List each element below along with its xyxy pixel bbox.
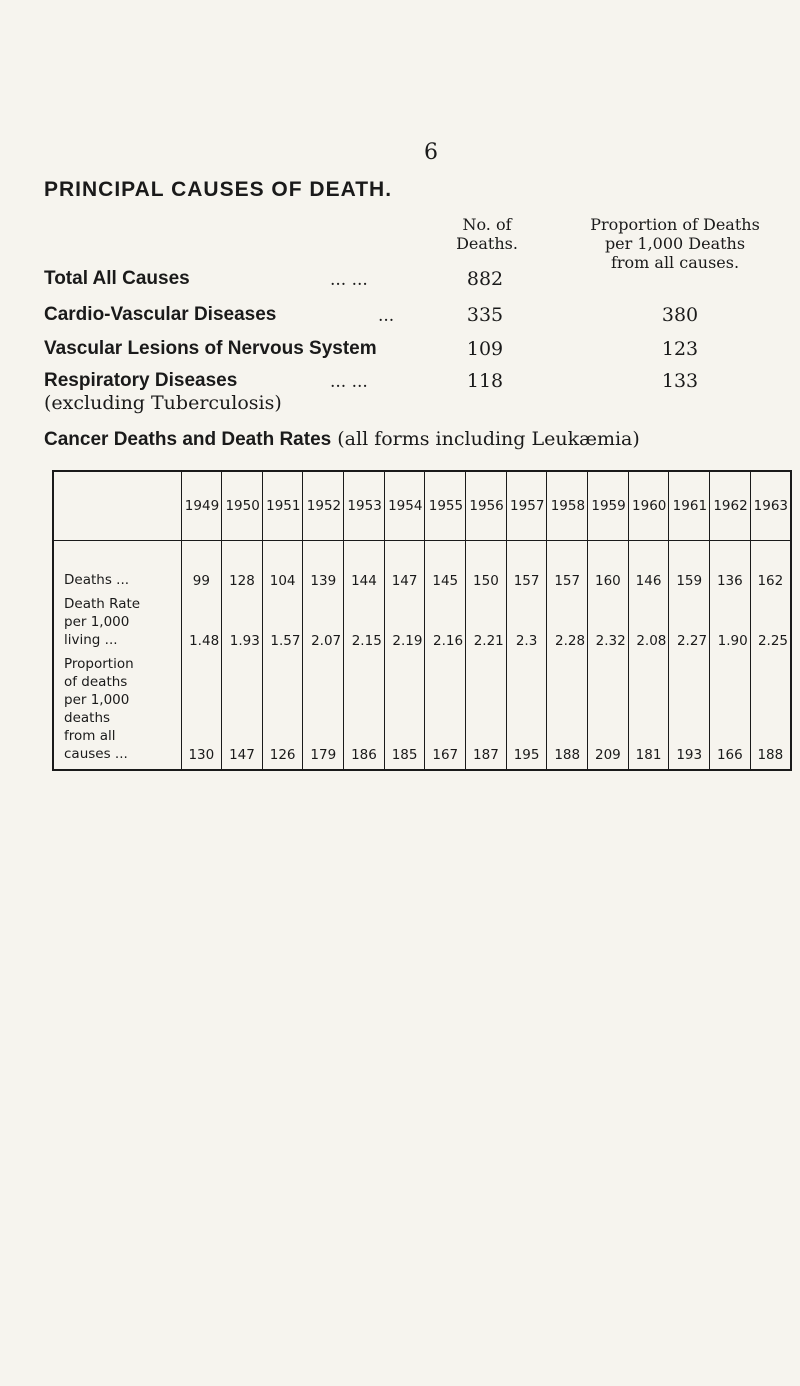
- year-header: 1954: [384, 471, 425, 541]
- leader-dots: ... ...: [330, 270, 368, 290]
- year-header: 1959: [588, 471, 629, 541]
- row-label-line: per 1,000: [64, 614, 130, 630]
- cause-deaths-respiratory: 118: [466, 370, 504, 392]
- column-header-proportion: [560, 215, 790, 272]
- table-cell: 160: [588, 571, 629, 595]
- cause-deaths-vascular: 109: [466, 338, 504, 360]
- table-cell: 147: [222, 655, 263, 770]
- table-cell: 185: [384, 655, 425, 770]
- year-header: 1958: [547, 471, 588, 541]
- table-cell: 130: [181, 655, 222, 770]
- table-cell: 99: [181, 571, 222, 595]
- table-cell: 147: [384, 571, 425, 595]
- row-label-line: Deaths ...: [64, 572, 130, 588]
- table-cell: 187: [466, 655, 507, 770]
- cause-label-total: Total All Causes: [44, 268, 190, 289]
- year-header: 1953: [344, 471, 385, 541]
- page-heading: PRINCIPAL CAUSES OF DEATH.: [44, 178, 393, 201]
- table-cell: 144: [344, 571, 385, 595]
- page-number: 6: [424, 140, 438, 165]
- table-cell: 167: [425, 655, 466, 770]
- table-cell: 2.07: [303, 595, 344, 655]
- table-cell: 1.57: [262, 595, 303, 655]
- cause-proportion-respiratory: 133: [661, 370, 699, 392]
- table-cell: 2.19: [384, 595, 425, 655]
- table-row-proportion: [53, 655, 791, 770]
- table-cell: 2.21: [466, 595, 507, 655]
- row-label: [53, 595, 181, 655]
- table-cell: 188: [547, 655, 588, 770]
- column-header-line: Proportion of Deaths: [590, 215, 760, 234]
- leader-dots: ...: [378, 306, 395, 326]
- table-cell: 179: [303, 655, 344, 770]
- table-cell: 157: [506, 571, 547, 595]
- table-cell: 146: [628, 571, 669, 595]
- table-cell: 1.90: [710, 595, 751, 655]
- table-title-rest: (all forms including Leukæmia): [331, 428, 640, 450]
- table-cell: 209: [588, 655, 629, 770]
- table-cell: 188: [750, 655, 791, 770]
- table-cell: 193: [669, 655, 710, 770]
- table-cell: 139: [303, 571, 344, 595]
- year-header: 1960: [628, 471, 669, 541]
- year-header: 1951: [262, 471, 303, 541]
- table-cell: 166: [710, 655, 751, 770]
- cause-note-respiratory: (excluding Tuberculosis): [44, 392, 282, 414]
- cause-proportion-cardio: 380: [661, 304, 699, 326]
- table-cell: 2.27: [669, 595, 710, 655]
- column-header-no-of-deaths: [432, 215, 542, 253]
- cause-label-vascular: Vascular Lesions of Nervous System: [44, 338, 377, 359]
- column-header-line: No. of: [462, 215, 512, 234]
- cause-proportion-vascular: 123: [661, 338, 699, 360]
- year-header: 1955: [425, 471, 466, 541]
- table-cell: 186: [344, 655, 385, 770]
- row-label-line: causes ...: [64, 746, 128, 762]
- table-cell: 104: [262, 571, 303, 595]
- table-title-bold: Cancer Deaths and Death Rates: [44, 429, 332, 450]
- year-header: 1963: [750, 471, 791, 541]
- row-label-line: Death Rate: [64, 596, 141, 612]
- cause-label-cardio: Cardio-Vascular Diseases: [44, 304, 277, 325]
- table-cell: 2.15: [344, 595, 385, 655]
- year-header: 1952: [303, 471, 344, 541]
- table-cell: 195: [506, 655, 547, 770]
- row-label-line: Proportion: [64, 656, 134, 672]
- column-header-line: from all causes.: [610, 253, 740, 272]
- row-label-line: of deaths: [64, 674, 128, 690]
- table-cell: 159: [669, 571, 710, 595]
- table-cell: 162: [750, 571, 791, 595]
- row-label-line: from all: [64, 728, 116, 744]
- table-cell: 2.28: [547, 595, 588, 655]
- leader-dots: ... ...: [330, 372, 368, 392]
- table-cell: 126: [262, 655, 303, 770]
- table-cell: 181: [628, 655, 669, 770]
- table-cell: 2.08: [628, 595, 669, 655]
- table-row-death-rate: [53, 595, 791, 655]
- table-corner-cell: [53, 471, 181, 541]
- table-cell: 2.25: [750, 595, 791, 655]
- table-row-deaths: [53, 571, 791, 595]
- table-cell: 2.32: [588, 595, 629, 655]
- cause-label-respiratory: Respiratory Diseases: [44, 370, 238, 391]
- cause-deaths-cardio: 335: [466, 304, 504, 326]
- table-cell: 150: [466, 571, 507, 595]
- table-cell: 2.3: [506, 595, 547, 655]
- year-header: 1957: [506, 471, 547, 541]
- cancer-deaths-table: [52, 470, 792, 771]
- table-header-row: [53, 471, 791, 541]
- cause-deaths-total: 882: [466, 268, 504, 290]
- table-cell: 157: [547, 571, 588, 595]
- table-cell: 128: [222, 571, 263, 595]
- table-cell: 136: [710, 571, 751, 595]
- year-header: 1962: [710, 471, 751, 541]
- row-label-line: deaths: [64, 710, 111, 726]
- year-header: 1950: [222, 471, 263, 541]
- row-label: [53, 571, 181, 595]
- row-label-line: living ...: [64, 632, 118, 648]
- table-cell: 1.93: [222, 595, 263, 655]
- table-cell: 1.48: [181, 595, 222, 655]
- row-label-line: per 1,000: [64, 692, 130, 708]
- row-label: [53, 655, 181, 770]
- table-cell: 2.16: [425, 595, 466, 655]
- column-header-line: per 1,000 Deaths: [604, 234, 746, 253]
- year-header: 1961: [669, 471, 710, 541]
- table-cell: 145: [425, 571, 466, 595]
- year-header: 1949: [181, 471, 222, 541]
- column-header-line: Deaths.: [456, 234, 518, 253]
- table-title: [44, 428, 640, 451]
- year-header: 1956: [466, 471, 507, 541]
